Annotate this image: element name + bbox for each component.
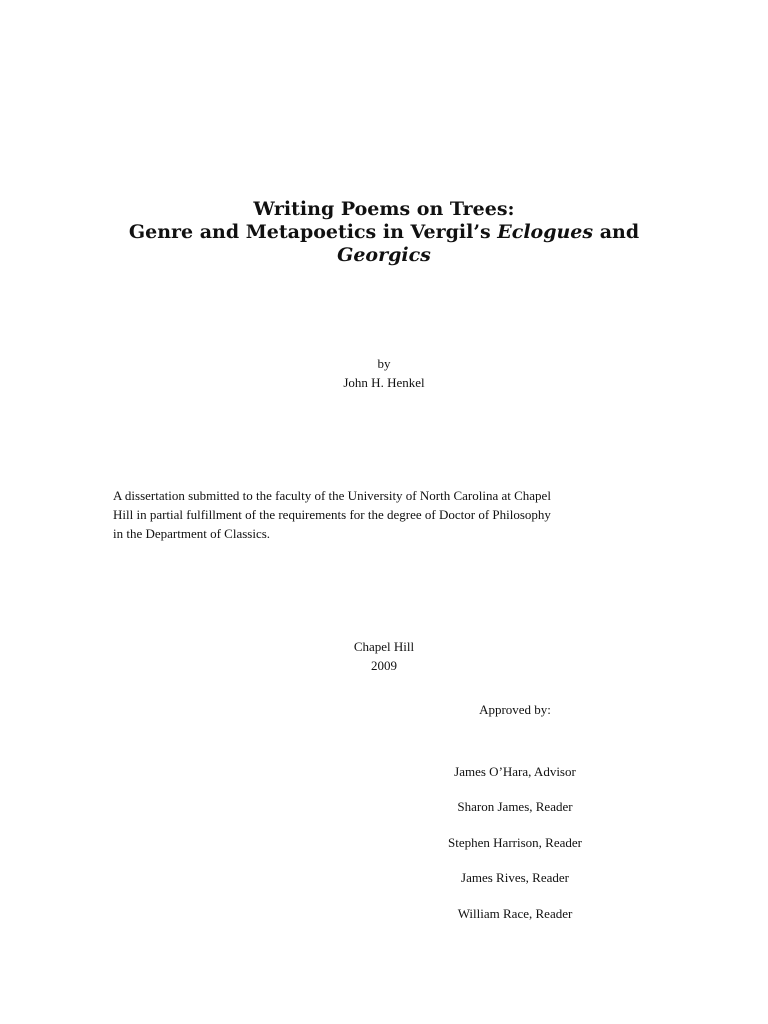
- title-georgics: Georgics: [337, 244, 431, 266]
- dissertation-title: [0, 198, 768, 267]
- year: 2009: [371, 658, 397, 673]
- committee-member: James O’Hara, Advisor: [454, 764, 576, 779]
- place-and-year: [0, 637, 768, 675]
- committee-member: James Rives, Reader: [461, 870, 569, 886]
- committee-list: [400, 762, 630, 939]
- city: Chapel Hill: [353, 639, 415, 654]
- title-line-2-prefix: Genre and Metapoetics in Vergil’s: [128, 221, 498, 243]
- title-line-2: [0, 221, 768, 244]
- author-name: John H. Henkel: [343, 375, 425, 390]
- approved-by-label: Approved by:: [479, 702, 551, 717]
- statement-line-3: in the Department of Classics.: [113, 526, 271, 541]
- author-block: [0, 354, 768, 392]
- approval-block: [400, 700, 630, 939]
- title-line-3: [0, 244, 768, 267]
- statement-line-2: Hill in partial fulfillment of the requirements for the degree of Doctor of Philosophy: [113, 507, 551, 522]
- by-label: by: [377, 356, 391, 371]
- committee-member: William Race, Reader: [457, 905, 573, 921]
- statement-line-1: A dissertation submitted to the faculty of the University of North Carolina at Chapel: [113, 488, 551, 503]
- title-line-1: Writing Poems on Trees:: [253, 198, 515, 220]
- title-line-2-suffix: and: [593, 221, 640, 243]
- committee-member: Sharon James, Reader: [457, 799, 573, 815]
- committee-member: Stephen Harrison, Reader: [448, 834, 582, 850]
- title-eclogues: Eclogues: [497, 221, 594, 243]
- submission-statement: [113, 486, 673, 543]
